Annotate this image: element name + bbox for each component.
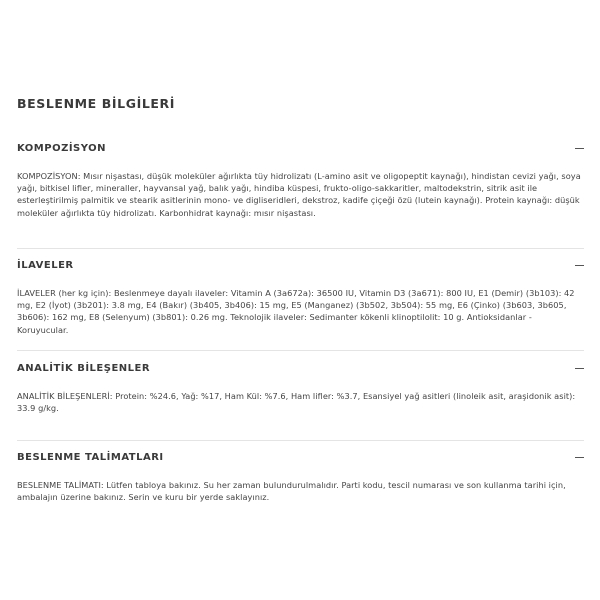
section-feeding-instructions-body: BESLENME TALİMATI: Lütfen tabloya bakınız. Su her zaman bulundurulmalıdır. Parti kodu, tescil numarası ve son kullanma tarihi için, ambalajın üzerine bakınız. Serin ve kuru bir yerde saklayınız. xyxy=(17,480,566,503)
divider xyxy=(17,350,584,351)
divider xyxy=(17,440,584,441)
section-composition xyxy=(17,142,584,219)
section-feeding-instructions-header[interactable] xyxy=(17,451,584,469)
divider xyxy=(17,248,584,249)
minus-icon[interactable] xyxy=(575,265,584,266)
minus-icon[interactable] xyxy=(575,368,584,369)
section-additives-body: İLAVELER (her kg için): Beslenmeye dayalı ilaveler: Vitamin A (3a672a): 36500 IU, Vitamin D3 (3a671): 800 IU, E1 (Demir) (3b103): 42 mg, E2 (İyot) (3b201): 3.8 mg, E4 (Bakır) (3b405, 3b406): 15 mg, E5 (Manganez) (3b502, 3b504): 55 mg, E6 (Çinko) (3b603, 3b605, 3b606): 162 mg, E8 (Selenyum) (3b801): 0.26 mg. Teknolojik ilaveler: Sedimanter kökenli klinoptilolit: 10 g. Antioksidanlar - Koruyucular. xyxy=(17,288,575,335)
section-feeding-instructions xyxy=(17,451,584,503)
section-composition-title: KOMPOZİSYON xyxy=(17,143,107,154)
section-composition-body: KOMPOZİSYON: Mısır nişastası, düşük moleküler ağırlıkta tüy hidrolizatı (L-amino asit ve oligopeptit kaynağı), hindistan cevizi yağı, soya yağı, bitkisel lifler, mineraller, hayvansal yağ, balık yağı, hindiba küspesi, frukto-oligo-sakkaritler, maltodekstrin, sitrik asit ile esterleştirilmiş palmitik ve stearik asitlerinin mono- ve digliseridleri, dekstroz, kadife çiçeği özü (lutein kaynağı). Protein kaynağı: düşük moleküler ağırlıkta tüy hidrolizatı. Karbonhidrat kaynağı: mısır nişastası. xyxy=(17,171,581,218)
page-title: BESLENME BİLGİLERİ xyxy=(17,96,175,111)
section-analytical-header[interactable] xyxy=(17,362,584,380)
section-additives xyxy=(17,259,584,336)
section-additives-header[interactable] xyxy=(17,259,584,277)
section-feeding-instructions-title: BESLENME TALİMATLARI xyxy=(17,452,164,463)
section-analytical xyxy=(17,362,584,414)
section-analytical-title: ANALİTİK BİLEŞENLER xyxy=(17,363,151,374)
section-additives-title: İLAVELER xyxy=(17,260,74,271)
section-analytical-body: ANALİTİK BİLEŞENLERİ: Protein: %24.6, Yağ: %17, Ham Kül: %7.6, Ham lifler: %3.7, Esansiyel yağ asitleri (linoleik asit, araşidonik asit): 33.9 g/kg. xyxy=(17,391,576,414)
section-composition-header[interactable] xyxy=(17,142,584,160)
minus-icon[interactable] xyxy=(575,457,584,458)
minus-icon[interactable] xyxy=(575,148,584,149)
